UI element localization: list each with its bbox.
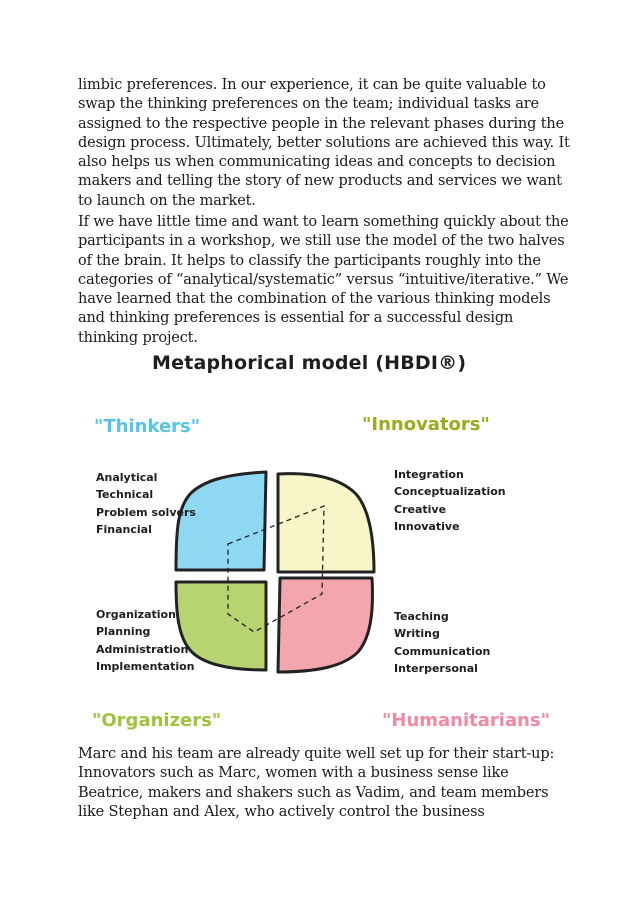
thinkers-traits	[96, 469, 196, 538]
text-line: categories of “analytical/systematic” versus “intuitive/iterative.” We	[78, 271, 569, 288]
text-line: to launch on the market.	[78, 192, 256, 209]
text-line: makers and telling the story of new products and services we want	[78, 173, 562, 190]
text-line: like Stephan and Alex, who actively control the business	[78, 803, 485, 820]
trait-item: Communication	[394, 644, 491, 658]
trait-item: Innovative	[394, 519, 460, 533]
trait-item: Technical	[96, 488, 154, 502]
innovators-traits	[394, 466, 506, 535]
text-line: also helps us when communicating ideas and concepts to decision	[78, 154, 556, 171]
text-line: limbic preferences. In our experience, it can be quite valuable to	[78, 77, 546, 93]
trait-item: Financial	[96, 522, 152, 536]
quadrant-innovators-shape	[278, 474, 374, 572]
quadrant-humanitarians-shape	[278, 578, 372, 672]
paragraph-limbic-preferences	[78, 76, 568, 211]
organizers-traits	[96, 606, 195, 675]
hbdi-quadrant-diagram	[78, 346, 568, 738]
trait-item: Problem solvers	[96, 505, 196, 519]
paragraph-marc-team	[78, 745, 568, 822]
text-line: Beatrice, makers and shakers such as Vadim, and team members	[78, 784, 549, 801]
text-line: participants in a workshop, we still use the model of the two halves	[78, 233, 565, 250]
text-line: thinking project.	[78, 329, 198, 346]
thinkers-label: "Thinkers"	[94, 416, 201, 437]
text-line: and thinking preferences is essential for a successful design	[78, 310, 514, 327]
trait-item: Writing	[394, 627, 440, 641]
humanitarians-traits	[394, 608, 490, 677]
trait-item: Analytical	[96, 471, 158, 484]
trait-item: Interpersonal	[394, 661, 478, 675]
trait-item: Organization	[96, 608, 176, 621]
trait-item: Teaching	[394, 610, 449, 623]
trait-item: Creative	[394, 502, 447, 516]
text-line: of the brain. It helps to classify the participants roughly into the	[78, 252, 541, 269]
text-line: If we have little time and want to learn something quickly about the	[78, 214, 569, 230]
text-line: have learned that the combination of the various thinking models	[78, 291, 551, 308]
text-line: design process. Ultimately, better solutions are achieved this way. It	[78, 134, 570, 151]
innovators-label: "Innovators"	[362, 414, 490, 435]
text-line: swap the thinking preferences on the team; individual tasks are	[78, 96, 539, 113]
text-line: Marc and his team are already quite well set up for their start-up:	[78, 746, 555, 762]
hbdi-model-figure	[78, 346, 568, 738]
figure-title: Metaphorical model (HBDI®)	[152, 352, 467, 374]
trait-item: Integration	[394, 468, 464, 481]
trait-item: Planning	[96, 625, 151, 639]
paragraph-two-halves-of-brain	[78, 213, 568, 348]
text-line: Innovators such as Marc, women with a business sense like	[78, 765, 509, 782]
humanitarians-label: "Humanitarians"	[382, 710, 550, 731]
trait-item: Implementation	[96, 659, 195, 673]
trait-item: Administration	[96, 642, 189, 656]
text-line: assigned to the respective people in the relevant phases during the	[78, 115, 565, 132]
trait-item: Conceptualization	[394, 485, 506, 499]
organizers-label: "Organizers"	[92, 710, 222, 731]
